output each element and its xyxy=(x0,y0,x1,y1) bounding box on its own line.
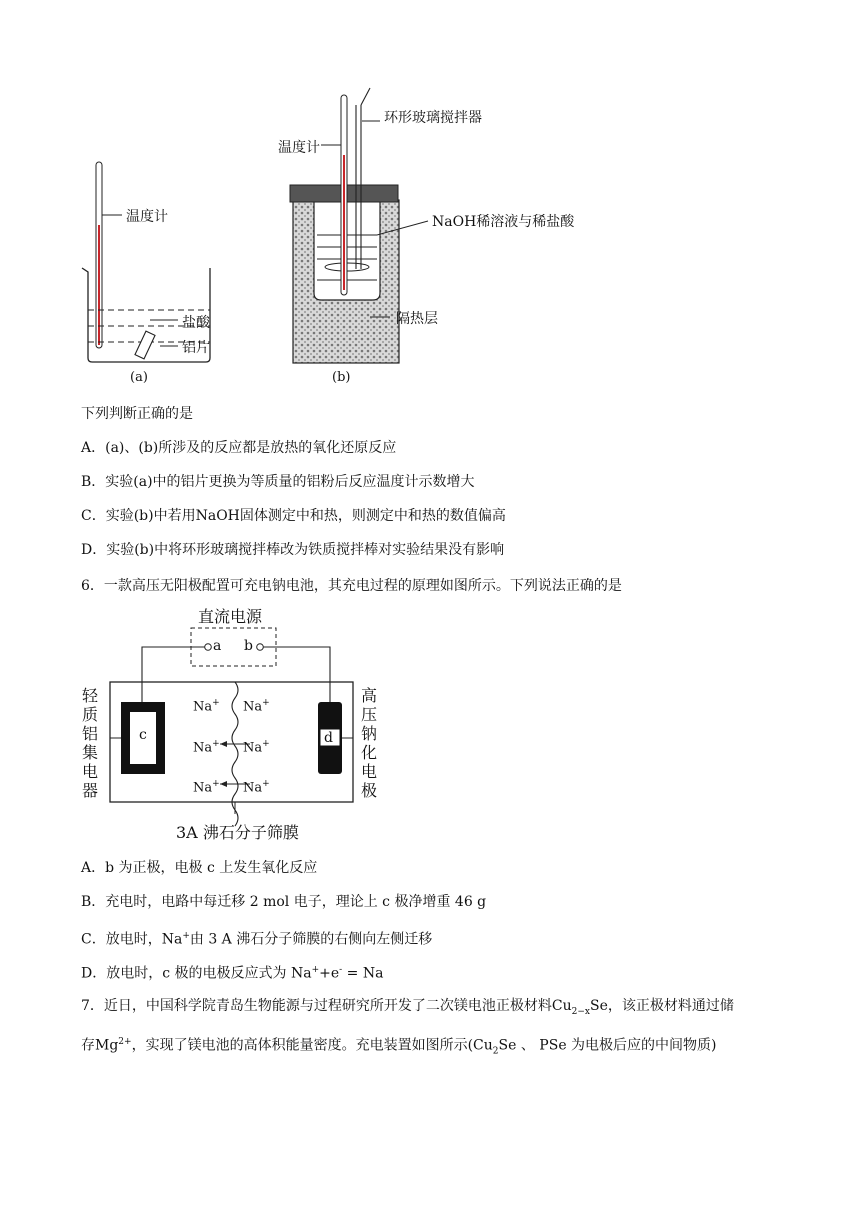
ion-label: Na+ xyxy=(243,779,270,796)
q6-stem: 6．一款高压无阳极配置可充电钠电池，其充电过程的原理如图所示。下列说法正确的是 xyxy=(81,578,622,594)
q6-option-b: B．充电时，电路中每迁移 2 mol 电子，理论上 c 极净增重 46 g xyxy=(81,894,487,910)
q7-line1: 7．近日，中国科学院青岛生物能源与过程研究所开发了二次镁电池正极材料$Cu_{2-x}Se$，该正极材料通过储 xyxy=(81,998,734,1017)
right-electrode-label: 高压钠化电极 xyxy=(361,686,378,800)
figure-a xyxy=(70,150,250,390)
ion-label: Na+ xyxy=(193,779,220,796)
caption-b: (b) xyxy=(332,370,351,385)
thermometer-label-a: 温度计 xyxy=(126,209,168,225)
q7-line2: 存$Mg^{2+}$，实现了镁电池的高体积能量密度。充电装置如图所示($Cu_2Se$ 、 PSe 为电极后应的中间物质) xyxy=(81,1037,717,1057)
battery-diagram xyxy=(80,602,410,842)
terminal-a-label: a xyxy=(213,638,222,654)
acid-label: 盐酸 xyxy=(182,315,210,331)
q5-option-c: C．实验(b)中若用NaOH固体测定中和热，则测定中和热的数值偏高 xyxy=(81,508,506,524)
beaker-apparatus-diagram xyxy=(70,150,250,390)
left-collector-label: 轻质铝集电器 xyxy=(82,686,99,800)
q6-option-d: D．放电时，c 极的电极反应式为 Na++e- = Na xyxy=(81,965,384,982)
q6-option-a: A．b 为正极，电极 c 上发生氧化反应 xyxy=(81,860,318,876)
foil-label: 铝片 xyxy=(182,340,210,356)
terminal-b-label: b xyxy=(244,638,253,654)
ion-label: Na+ xyxy=(193,698,220,715)
electrode-c-label: c xyxy=(139,727,147,743)
q5-option-d: D．实验(b)中将环形玻璃搅拌棒改为铁质搅拌棒对实验结果没有影响 xyxy=(81,542,505,558)
electrode-d-label: d xyxy=(324,730,333,746)
ion-label: Na+ xyxy=(193,739,220,756)
q5-stem: 下列判断正确的是 xyxy=(81,406,193,422)
membrane-label: 3A 沸石分子筛膜 xyxy=(176,823,299,842)
q5-option-b: B．实验(a)中的铝片更换为等质量的铝粉后反应温度计示数增大 xyxy=(81,474,475,490)
ion-label: Na+ xyxy=(243,739,270,756)
figure-b xyxy=(270,85,630,390)
calorimeter-diagram xyxy=(270,85,630,390)
power-supply-label: 直流电源 xyxy=(198,607,263,626)
caption-a: (a) xyxy=(130,370,148,385)
thermometer-label-b: 温度计 xyxy=(278,140,320,156)
solution-label: NaOH稀溶液与稀盐酸 xyxy=(432,214,575,230)
ion-label: Na+ xyxy=(243,698,270,715)
q6-option-c: C．放电时，Na+由 3 A 沸石分子筛膜的右侧向左侧迁移 xyxy=(81,931,433,948)
insulation-label: 隔热层 xyxy=(396,311,438,327)
q5-option-a: A．(a)、(b)所涉及的反应都是放热的氧化还原反应 xyxy=(81,440,397,456)
stirrer-label: 环形玻璃搅拌器 xyxy=(384,110,482,126)
